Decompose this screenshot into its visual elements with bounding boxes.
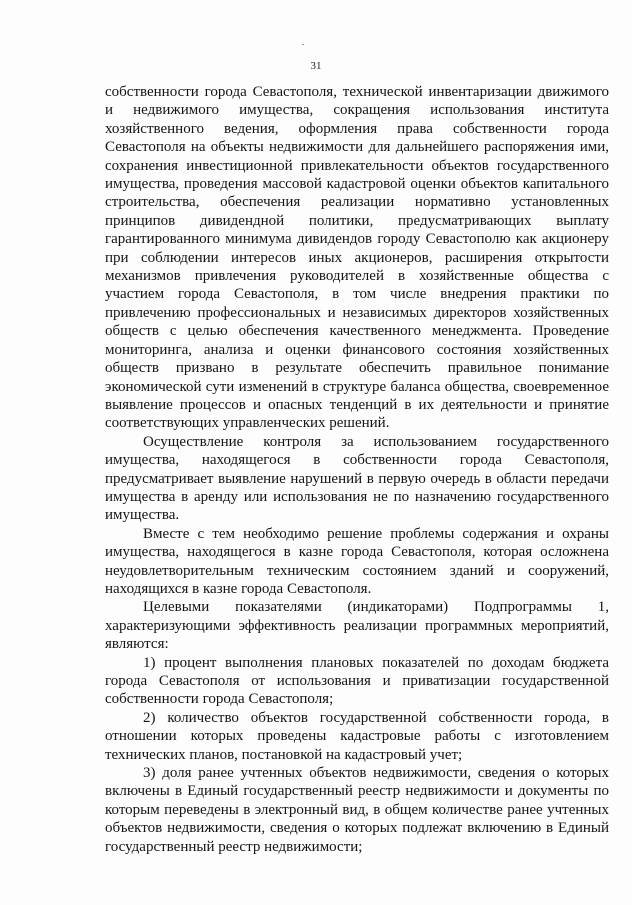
paragraph: Осуществление контроля за использованием государственного имущества, находящегося в собственности города Севастополя, предусматривает выявление нарушений в первую очередь в области передачи имущества в аренду или использования не по назначению государственного имущества.	[105, 433, 609, 524]
list-item: 1) процент выполнения плановых показателей по доходам бюджета города Севастополя от использования и приватизации государственной собственности города Севастополя;	[105, 654, 609, 708]
paragraph: собственности города Севастополя, технической инвентаризации движимого и недвижимого имущества, сокращения использования института хозяйственного ведения, оформления права собственности города Севастополя на объекты недвижимости для дальнейшего распоряжения ими, сохранения инвестиционной привлекательности объектов государственного имущества, проведения массовой кадастровой оценки объектов капитального строительства, обеспечения реализации нормативно установленных принципов дивидендной политики, предусматривающих выплату гарантированного минимума дивидендов городу Севастополю как акционеру при соблюдении интересов иных акционеров, расширения открытости механизмов привлечения руководителей в хозяйственные общества с участием города Севастополя, в том числе внедрения практики по привлечению профессиональных и независимых директоров хозяйственных обществ с целью обеспечения качественного менеджмента. Проведение мониторинга, анализа и оценки финансового состояния хозяйственных обществ призвано в результате обеспечить правильное понимание экономической сути изменений в структуре баланса общества, своевременное выявление процессов и опасных тенденций в их деятельности и принятие соответствующих управленческих решений.	[105, 84, 609, 432]
list-item: 2) количество объектов государственной собственности города, в отношении которых проведены кадастровые работы с изготовлением технических планов, постановкой на кадастровый учет;	[105, 709, 609, 763]
page-number: 31	[310, 60, 322, 72]
paragraph: Целевыми показателями (индикаторами) Подпрограммы 1, характеризующими эффективность реализации программных мероприятий, являются:	[105, 599, 609, 653]
list-item: 3) доля ранее учтенных объектов недвижимости, сведения о которых включены в Единый государственный реестр недвижимости и документы по которым переведены в электронный вид, в общем количестве ранее учтенных объектов недвижимости, сведения о которых подлежат включению в Единый государственный реестр недвижимости;	[105, 765, 609, 855]
scan-speck	[302, 44, 304, 45]
paragraph: Вместе с тем необходимо решение проблемы содержания и охраны имущества, находящегося в казне города Севастополя, которая осложнена неудовлетворительным техническим состоянием зданий и сооружений, находящихся в казне города Севастополя.	[105, 525, 609, 597]
body-text	[105, 83, 609, 856]
